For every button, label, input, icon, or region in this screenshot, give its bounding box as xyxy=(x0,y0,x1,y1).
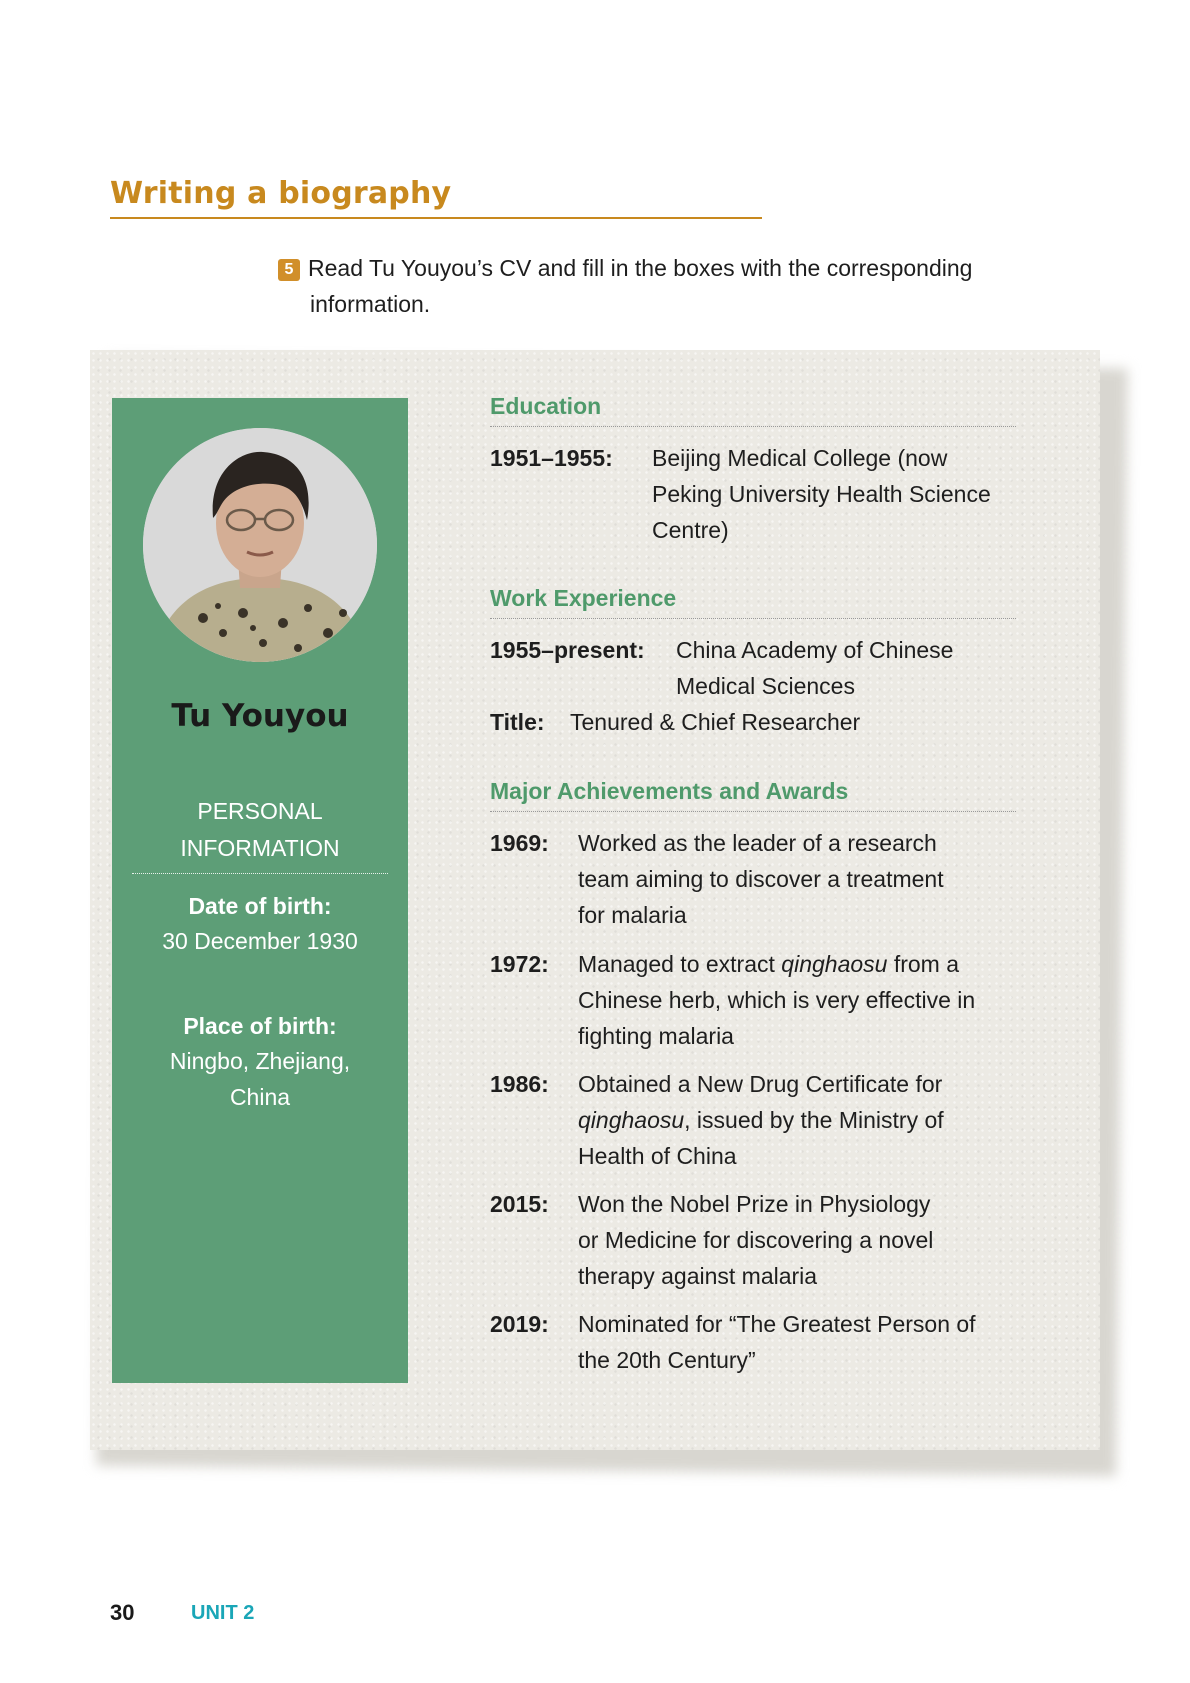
education-heading: Education xyxy=(490,393,1016,427)
section-title: Writing a biography xyxy=(110,176,762,219)
achievement-year: 2019: xyxy=(490,1311,549,1337)
work-line: Medical Sciences xyxy=(676,673,855,699)
task-instruction xyxy=(278,250,1058,322)
work-heading: Work Experience xyxy=(490,585,1016,619)
achievement-year: 2015: xyxy=(490,1191,549,1217)
education-line: Centre) xyxy=(652,517,729,543)
place-of-birth-value-line2: China xyxy=(229,1084,291,1110)
personal-info-panel xyxy=(112,398,408,1383)
place-of-birth-value-line1: Ningbo, Zhejiang, xyxy=(169,1048,351,1074)
work-line: China Academy of Chinese xyxy=(676,637,954,663)
task-text-line1: Read Tu Youyou’s CV and fill in the boxes with the corresponding xyxy=(308,255,973,281)
achievement-year: 1986: xyxy=(490,1071,549,1097)
date-of-birth-label: Date of birth: xyxy=(188,893,332,919)
personal-info-heading: PERSONAL INFORMATION xyxy=(132,793,388,874)
work-title-label: Title: xyxy=(490,709,545,735)
page-number: 30 xyxy=(110,1600,135,1625)
work-period: 1955–present: xyxy=(490,637,645,663)
person-name: Tu Youyou xyxy=(171,698,349,734)
education-period: 1951–1955: xyxy=(490,445,613,471)
education-line: Beijing Medical College (now xyxy=(652,445,948,471)
date-of-birth-value: 30 December 1930 xyxy=(162,928,358,954)
task-text-line2: information. xyxy=(310,291,431,317)
education-line: Peking University Health Science xyxy=(652,481,991,507)
place-of-birth-label: Place of birth: xyxy=(183,1013,337,1039)
unit-label: UNIT 2 xyxy=(191,1602,255,1624)
achievement-year: 1972: xyxy=(490,951,549,977)
portrait-photo xyxy=(143,428,377,662)
portrait-illustration xyxy=(143,428,377,662)
work-title-value: Tenured & Chief Researcher xyxy=(570,709,861,735)
cv-card: Tu Youyou PERSONAL INFORMATION Date of birth: 30 December 1930 Place of birth: Ningbo, Zhejiang, China Education 1951–1955: Beijing Medical College (now Peking University Health Science Centre) Work Experience 1955–present: China Academy of Chinese Medical Sciences Title: Tenured & Chief Researcher Major Achievements and Awards 1969: Worked as the leader of a research team aiming to discover a treatment for malaria 1972: Managed to extract qinghaosu from a Chinese herb, which is very effective in fighting malaria 1986: Obtained a New Drug Certificate for qinghaosu, issued by the Ministry of Health of China 2015: Won the Nobel Prize in Physiology or Medicine for discovering a novel therapy against malaria 2019: Nominated for “The Greatest Person of the 20th Century” xyxy=(90,350,1100,1450)
achievement-year: 1969: xyxy=(490,830,549,856)
achievements-heading: Major Achievements and Awards xyxy=(490,778,1016,812)
task-number-badge: 5 xyxy=(278,259,300,281)
